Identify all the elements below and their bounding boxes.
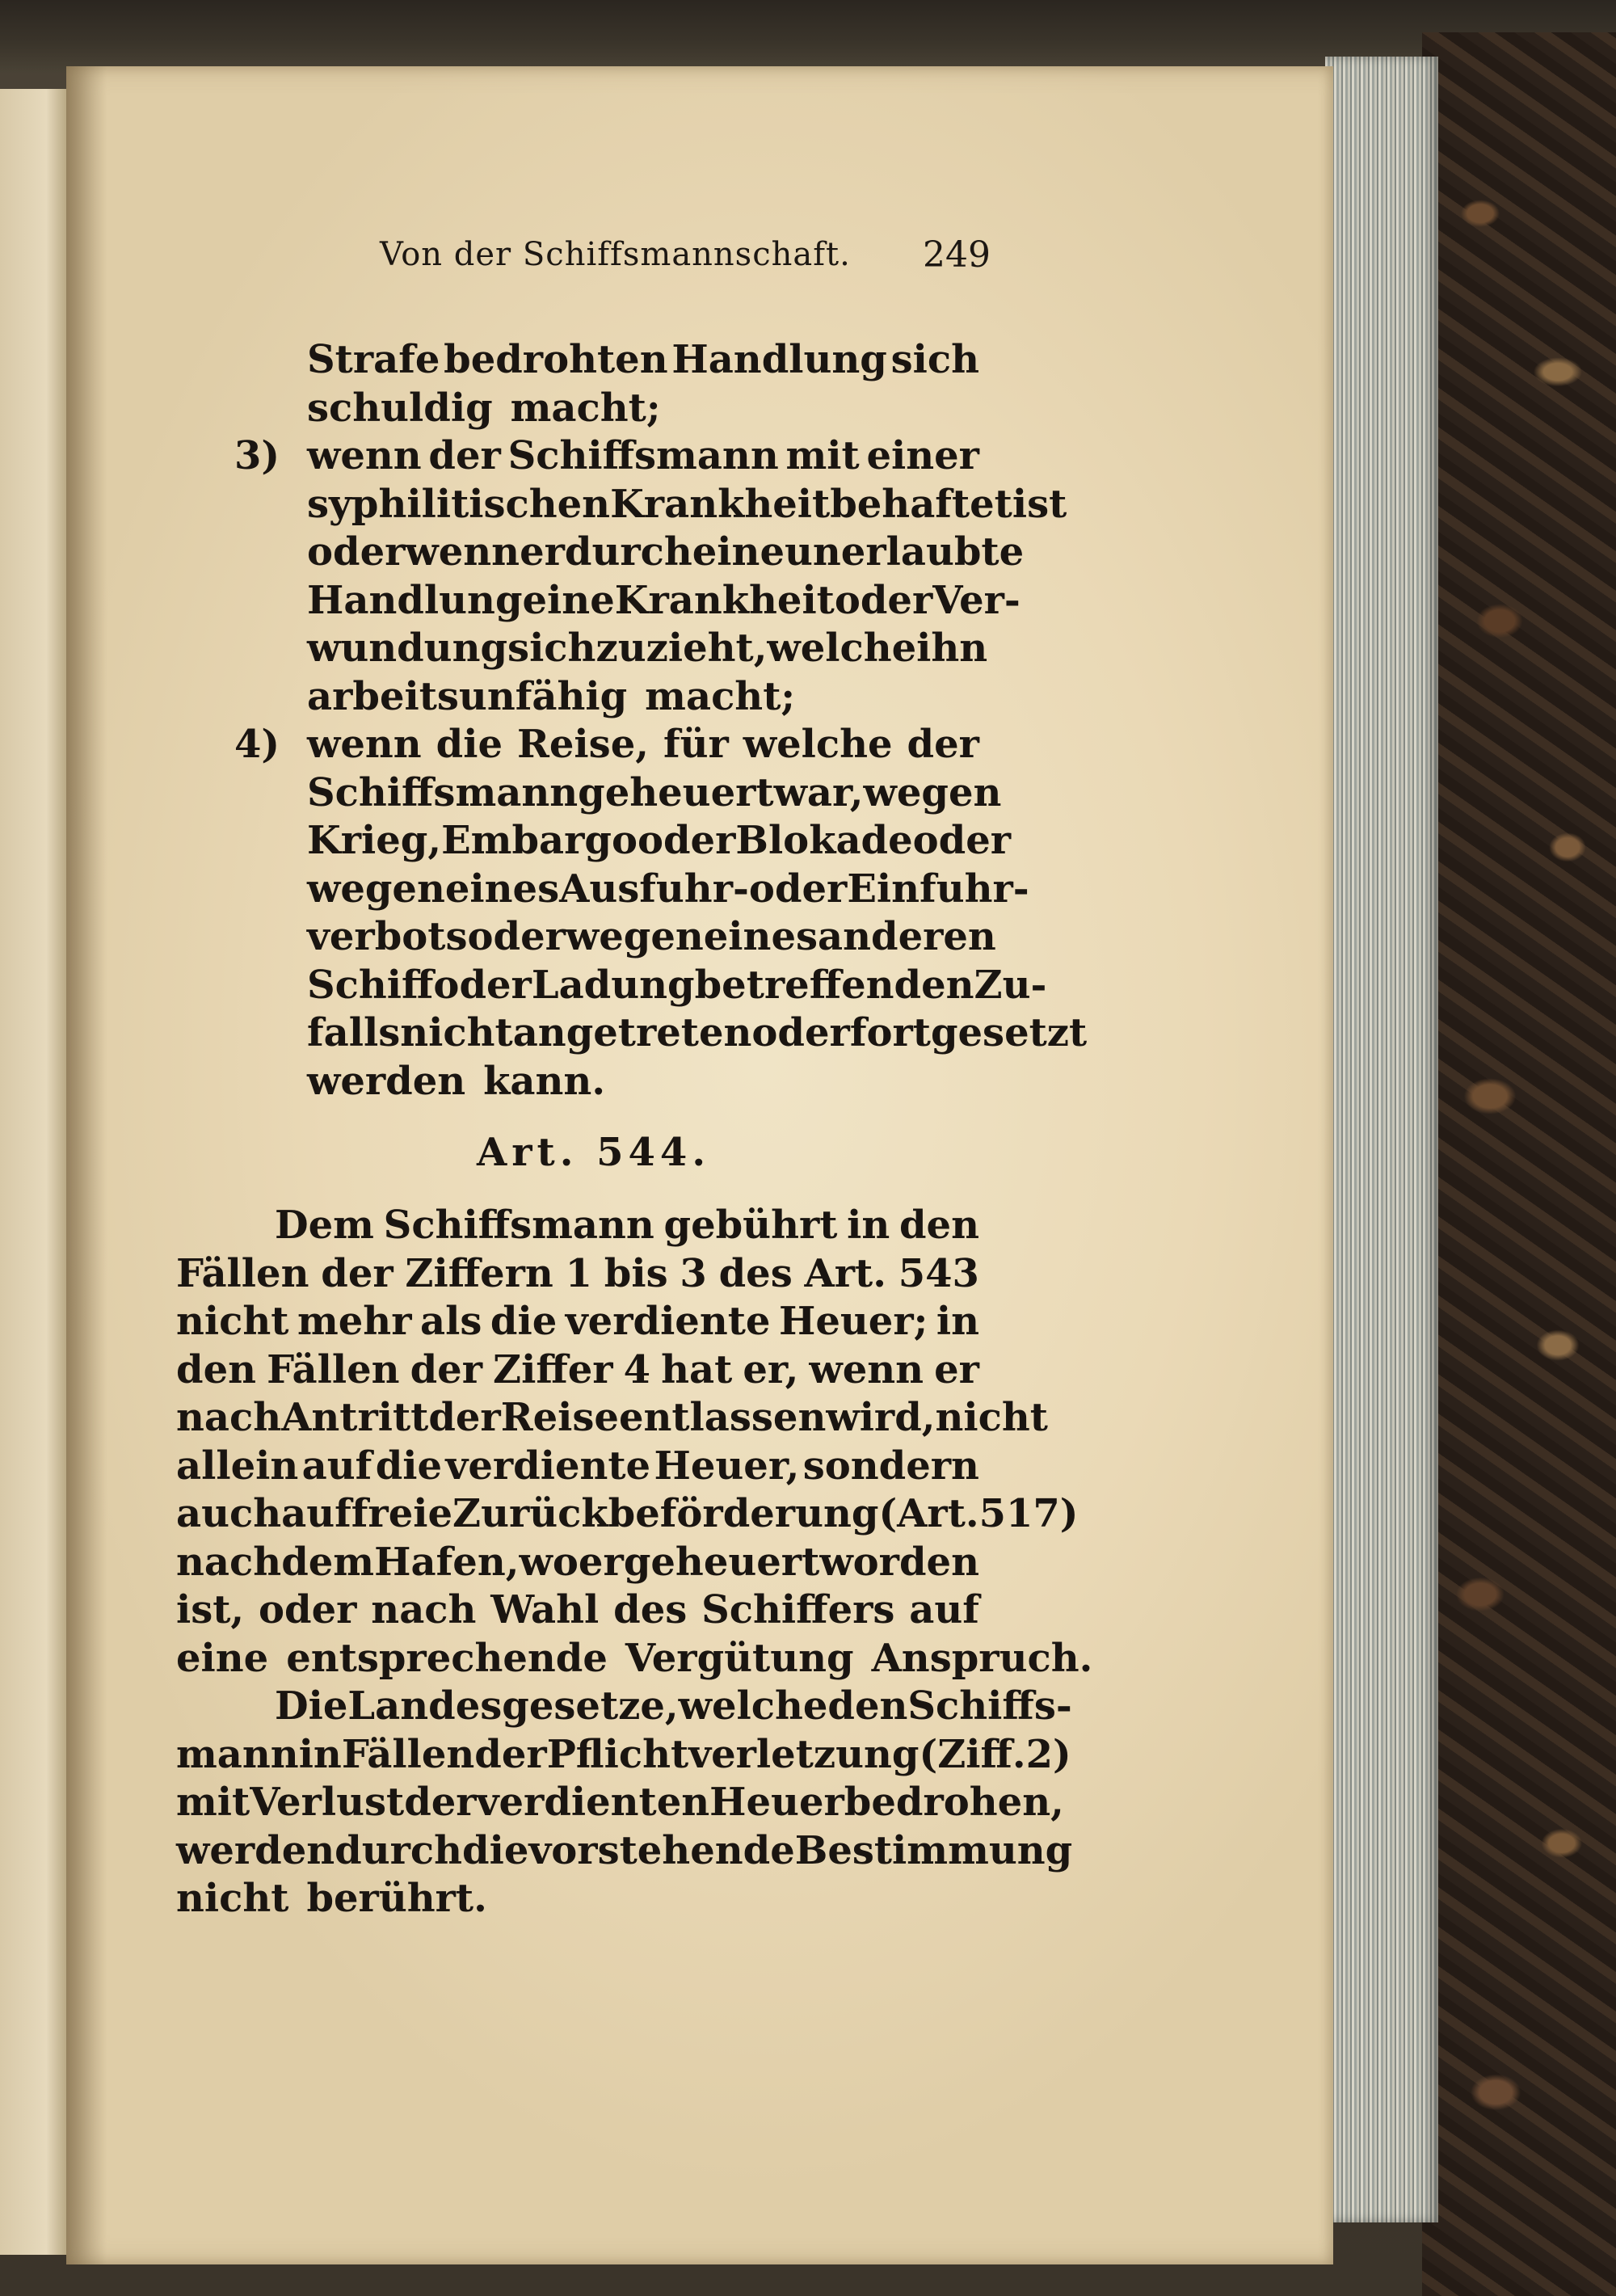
gutter-shadow [66,66,107,2264]
page-number: 249 [923,234,991,276]
list-marker: 3) [234,433,280,478]
article-heading: Art. 544. [477,1130,711,1175]
page-block-edge [1325,57,1438,2222]
paragraph-line: auch auf freie Zurückbeförderung (Art. 517) [176,1491,1079,1536]
left-page-edge [0,89,66,2255]
list-continuation-line: Strafe bedrohten Handlung sich [307,337,979,382]
paragraph-line: werden durch die vorstehende Bestimmung [176,1827,1073,1873]
list-item-line: werden kann. [307,1058,606,1104]
paragraph-line: Dem Schiffsmann gebührt in den [275,1203,979,1248]
paragraph-line: nach Antritt der Reise entlassen wird, nicht [176,1395,1048,1440]
paragraph-line: allein auf die verdiente Heuer, sondern [176,1443,979,1489]
list-item-line: Schiff oder Ladung betreffenden Zu- [307,962,1047,1008]
paragraph-line: mann in Fällen der Pflichtverletzung (Ziff. 2) [176,1731,1071,1777]
running-header-title: Von der Schiffsmannschaft. [380,236,851,273]
paragraph-line: den Fällen der Ziffer 4 hat er, wenn er [176,1346,979,1392]
paragraph-line: nicht berührt. [176,1876,487,1921]
list-item-line: wenn die Reise, für welche der [307,722,979,767]
paragraph-line: mit Verlust der verdienten Heuer bedrohen, [176,1780,1064,1825]
list-item-line: oder wenn er durch eine unerlaubte [307,529,1025,575]
list-item-line: Krieg, Embargo oder Blokade oder [307,818,1012,863]
list-item-line: wegen eines Ausfuhr- oder Einfuhr- [307,866,1029,912]
list-item-line: syphilitischen Krankheit behaftet ist [307,481,1067,527]
paragraph-line: ist, oder nach Wahl des Schiffers auf [176,1587,979,1632]
list-marker: 4) [234,722,280,767]
list-item-line: arbeitsunfähig macht; [307,673,796,719]
list-item-line: falls nicht angetreten oder fortgesetzt [307,1010,1088,1055]
list-item-line: wenn der Schiffsmann mit einer [307,433,979,478]
list-item-line: verbots oder wegen eines anderen [307,914,996,959]
marbled-book-edge [1422,32,1616,2296]
list-item-line: wundung sich zuzieht, welche ihn [307,626,988,671]
paragraph-line: eine entsprechende Vergütung Anspruch. [176,1635,1093,1681]
list-item-line: Schiffsmann geheuert war, wegen [307,769,1002,815]
paragraph-line: Die Landesgesetze, welche den Schiffs- [275,1683,1072,1729]
paragraph-line: nicht mehr als die verdiente Heuer; in [176,1299,979,1344]
list-item-line: Handlung eine Krankheit oder Ver- [307,577,1021,623]
list-continuation-line: schuldig macht; [307,385,661,431]
paragraph-line: Fällen der Ziffern 1 bis 3 des Art. 543 [176,1250,979,1296]
paragraph-line: nach dem Hafen, wo er geheuert worden [176,1539,979,1585]
